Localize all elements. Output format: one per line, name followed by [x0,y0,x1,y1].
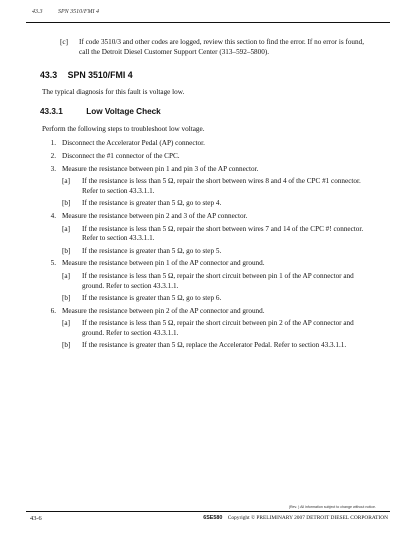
step-text: Measure the resistance between pin 2 and 3 of the AP connector. [62,211,248,220]
subsection-title: Low Voltage Check [86,106,161,116]
substep-label: [b] [62,246,71,255]
section-heading [40,70,374,80]
procedure-substep [62,319,374,338]
procedure-substep [62,225,374,244]
section-title: SPN 3510/FMI 4 [67,70,133,81]
running-header-section: 43.3 [32,9,43,15]
substep-label: [b] [62,199,71,208]
running-header [32,9,99,15]
step-number: 1. [50,139,56,148]
intro-item-label: [c] [60,38,68,46]
procedure-substep [62,177,374,196]
procedure-steps [42,139,374,351]
procedure-step [42,139,374,149]
substep-label: [b] [62,294,71,303]
substep-text: If the resistance is greater than 5 Ω, replace the Accelerator Pedal. Refer to section 43.3.1.1. [82,341,347,350]
step-text: Measure the resistance between pin 1 of the AP connector and ground. [62,259,265,268]
substep-text: If the resistance is greater than 5 Ω, go to step 4. [82,199,222,208]
substep-label: [b] [62,341,71,350]
step-number: 6. [50,306,56,315]
step-number: 3. [50,164,56,173]
step-number: 5. [50,259,56,268]
procedure-substep [62,247,374,257]
subsection-heading [40,107,374,116]
substep-text: If the resistance is greater than 5 Ω, go to step 5. [82,246,222,255]
page-number: 43-6 [30,515,42,522]
substep-label: [a] [62,177,70,186]
step-text: Disconnect the Accelerator Pedal (AP) connector. [62,139,205,148]
procedure-step [42,165,374,175]
step-text: Measure the resistance between pin 2 of the AP connector and ground. [62,306,265,315]
substep-label: [a] [62,224,70,233]
substep-label: [a] [62,319,70,328]
section-body: The typical diagnosis for this fault is voltage low. [42,88,185,97]
procedure-substep [62,294,374,304]
section-number: 43.3 [40,70,58,81]
substep-text: If the resistance is less than 5 Ω, repair the short circuit between pin 2 of the AP connector and ground. Refer to section 43.3.1.1. [82,319,354,337]
footer-rule [26,511,390,512]
header-rule [26,22,390,23]
subsection-intro: Perform the following steps to troubleshoot low voltage. [42,124,205,133]
intro-item-text: If code 3510/3 and other codes are logged, review this section to find the error. If no error is found, call the Detroit Diesel Customer Support Center (313–592–5800). [79,38,365,56]
procedure-step [42,259,374,269]
page-content [42,38,374,351]
procedure-step [42,212,374,222]
step-number: 4. [50,211,56,220]
procedure-substep [62,199,374,209]
substep-text: If the resistance is less than 5 Ω, repair the short circuit between pin 1 of the AP connector and ground. Refer to section 43.3.1.1. [82,271,354,290]
step-text: Measure the resistance between pin 1 and pin 3 of the AP connector. [62,164,259,173]
intro-list-item [60,38,374,57]
substep-label: [a] [62,271,70,280]
step-number: 2. [50,151,56,160]
procedure-step [42,307,374,317]
substep-text: If the resistance is greater than 5 Ω, go to step 6. [82,294,222,303]
subsection-number: 43.3.1 [40,106,63,116]
step-text: Disconnect the #1 connector of the CPC. [62,151,180,160]
copyright: Copyright © PRELIMINARY 2007 DETROIT DIESEL CORPORATION [227,515,388,521]
procedure-substep [62,341,374,351]
substep-text: If the resistance is less than 5 Ω, repair the short between wires 8 and 4 of the CPC #1 connector. Refer to section 43.3.1.1. [82,177,361,195]
footer-note: (Rev. ) All information subject to change without notice. [288,505,376,509]
procedure-substep [62,272,374,291]
footer-copyright-line [203,515,388,521]
procedure-step [42,152,374,162]
substep-text: If the resistance is less than 5 Ω, repair the short between wires 7 and 14 of the CPC #! connector. Refer to section 43.3.1.1. [82,224,364,243]
document-code: 6SE580 [203,515,223,521]
running-header-title: SPN 3510/FMI 4 [58,9,99,15]
